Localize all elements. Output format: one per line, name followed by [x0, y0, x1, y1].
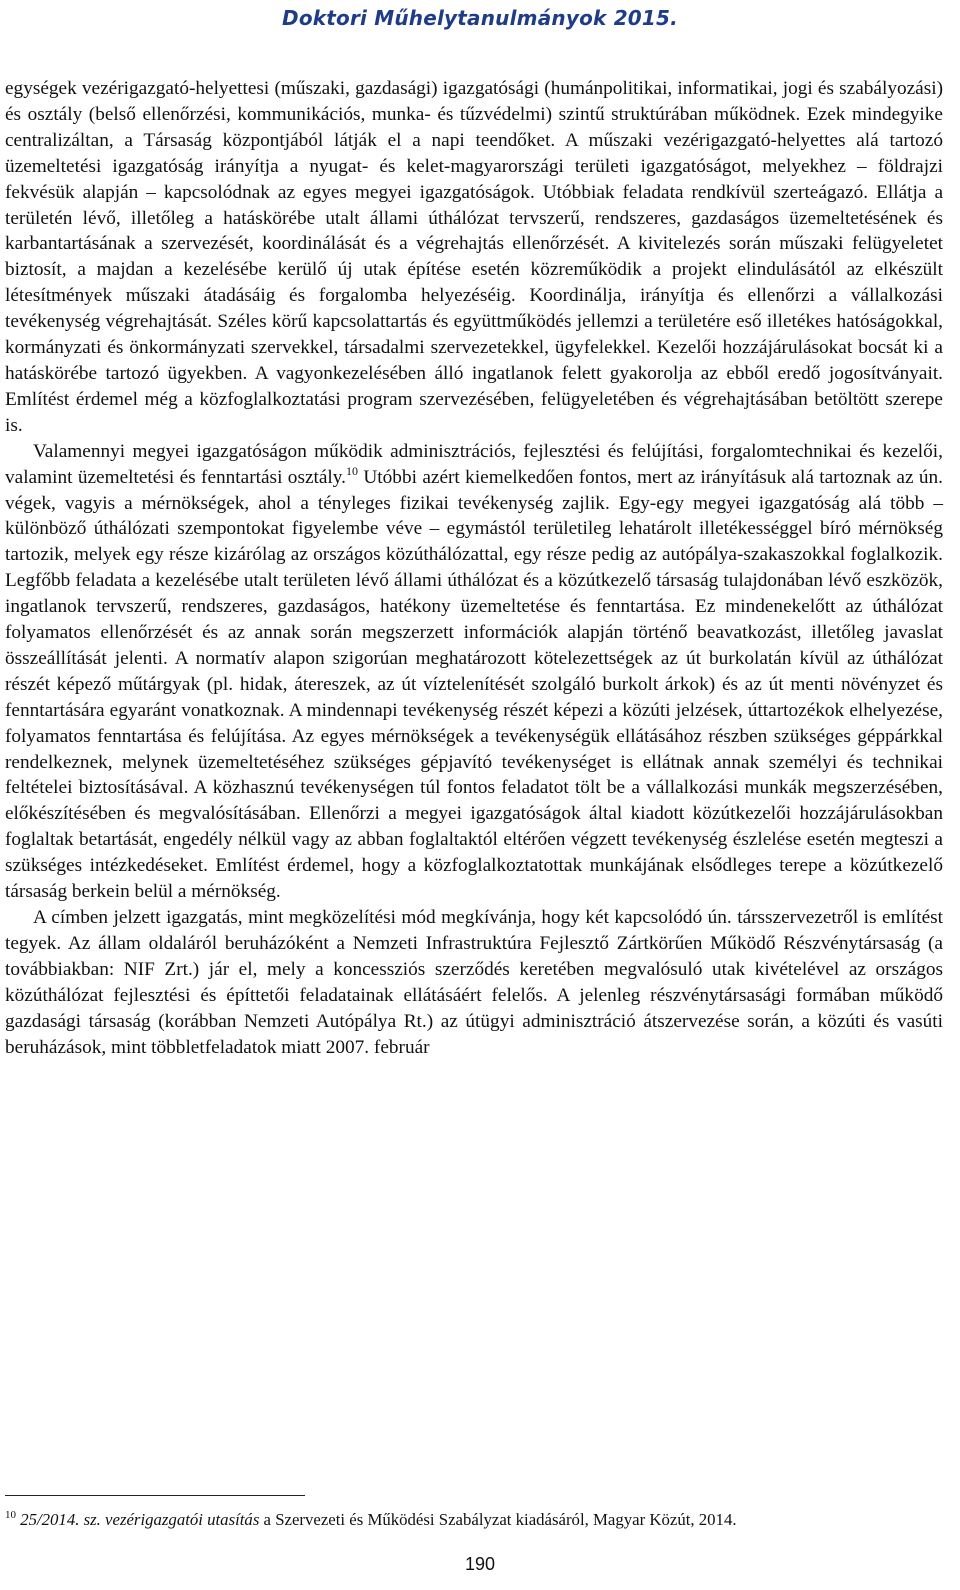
paragraph-1-text: egységek vezérigazgató-helyettesi (műszaki, gazdasági) igazgatósági (humánpolitikai, informatikai, jogi és szabályozási) és osztály (belső ellenőrzési, kommunikációs, munka- és tűzvédelmi) szintű struktúrában működnek. Ezek mindegyike centralizáltan, a Társaság központjából látják el a napi teendőket. A műszaki vezérigazgató-helyettes alá tartozó üzemeltetési igazgatóság irányítja a nyugat- és kelet-magyarországi területi igazgatóságot, melyekhez – földrajzi fekvésük alapján – kapcsolódnak az egyes megyei igazgatóságok. Utóbbiak feladata rendkívül szerteágazó. Ellátja a területén lévő, illetőleg a hatáskörébe utalt állami úthálózat tervszerű, rendszeres, gazdaságos üzemeltetésének és karbantartásának a szervezését, koordinálását és a végrehajtás ellenőrzését. A kivitelezés során műszaki felügyeletet biztosít, a majdan a kezelésébe kerülő új utak építése esetén közreműködik a projekt elindulásától az elkészült létesítmények műszaki átadásáig és forgalomba helyezéséig. Koordinálja, irányítja és ellenőrzi a vállalkozási tevékenység végrehajtását. Széles körű kapcsolattartás és együttműködés jellemzi a területére eső illetékes hatóságokkal, kormányzati és önkormányzati szervekkel, társadalmi szervezetekkel, ügyfelekkel. Kezelői hozzájárulásokat bocsát ki a hatáskörébe tartozó ügyekben. A vagyonkezelésében álló ingatlanok felett gyakorolja az ebből eredő jogosítványait. Említést érdemel még a közfoglalkoztatási program szervezésében, felügyeletében és végrehajtásában betöltött szerepe is. [5, 78, 943, 436]
footnote-reference[interactable]: 10 [346, 463, 358, 478]
paragraph-1 [5, 76, 943, 439]
body-text [5, 76, 943, 1060]
footnote-separator [5, 1495, 305, 1496]
footnote-text: a Szervezeti és Működési Szabályzat kiadásáról, Magyar Közút, 2014. [259, 1510, 737, 1529]
running-header: Doktori Műhelytanulmányok 2015. [282, 6, 678, 30]
footnote [5, 1509, 945, 1530]
page-number: 190 [464, 1554, 496, 1574]
paragraph-2-text-a: Valamennyi megyei igazgatóságon működik adminisztrációs, fejlesztési és felújítási, forgalomtechnikai és kezelői, valamint üzemeltetési és fenntartási osztály. [5, 440, 943, 488]
paragraph-2-text-b: Utóbbi azért kiemelkedően fontos, mert az irányításuk alá tartoznak az ún. végek, vagyis a mérnökségek, ahol a tényleges fizikai tevékenység zajlik. Egy-egy megyei igazgatóság alá több – különböző úthálózati szempontokat figyelembe véve – egymástól területileg lehatárolt illetékességgel bíró mérnökség tartozik, melyek egy része kizárólag az országos közúthálózattal, egy része pedig az autópálya-szakaszokkal foglalkozik. Legfőbb feladata a kezelésébe utalt területen lévő állami úthálózat és a közútkezelő társaság tulajdonában lévő eszközök, ingatlanok tervszerű, rendszeres, gazdaságos, hatékony üzemeltetése és fenntartása. Ez mindenekelőtt az úthálózat folyamatos ellenőrzését és az annak során megszerzett információk alapján történő beavatkozást, illetőleg javaslat összeállítását jelenti. A normatív alapon szigorúan meghatározott kötelezettségek az út burkolatán kívül az úthálózat részét képező műtárgyak (pl. hidak, átereszek, az út víztelenítését szolgáló burkolt árkok) és az út menti növényzet és fenntartására egyaránt vonatkoznak. A mindennapi tevékenység részét képezi a közúti jelzések, úttartozékok elhelyezése, folyamatos fenntartása és felújítása. Az egyes mérnökségek a tevékenységük ellátásához részben szükséges géppárkkal rendelkeznek, melynek üzemeltetéséhez szükséges gépjavító tevékenységet is ellátnak annak személyi és technikai feltételei biztosításával. A közhasznú tevékenységen túl fontos feladatot tölt be a vállalkozási munkák megszerzésében, előkészítésében és megvalósításában. Ellenőrzi a megyei igazgatóságok által kiadott közútkezelői hozzájárulásokban foglaltak betartását, engedély nélkül vagy az abban foglaltaktól eltérően végzett tevékenység észlelése esetén megteszi a szükséges intézkedéseket. Említést érdemel, hogy a közfoglalkoztatottak munkájának elsődleges terepe a közútkezelő társaság berkein belül a mérnökség. [5, 466, 943, 903]
paragraph-3-text: A címben jelzett igazgatás, mint megközelítési mód megkívánja, hogy két kapcsolódó ún. társszervezetről is említést tegyek. Az állam oldaláról beruházóként a Nemzeti Infrastruktúra Fejlesztő Zártkörűen Működő Részvénytársaság (a továbbiakban: NIF Zrt.) jár el, mely a koncessziós szerződés keretében megvalósuló utak kivételével az országos közúthálózat fejlesztési és építtetői feladatainak ellátásáért felelős. A jelenleg részvénytársasági formában működő gazdasági társaság (korábban Nemzeti Autópálya Rt.) az útügyi adminisztráció átszervezése során, a közúti és vasúti beruházások, mint többletfeladatok miatt 2007. február [5, 907, 943, 1058]
paragraph-2 [5, 439, 943, 905]
footnote-number: 10 [5, 1509, 16, 1521]
footnote-italic-text: 25/2014. sz. vezérigazgatói utasítás [20, 1510, 260, 1529]
paragraph-3 [5, 905, 943, 1060]
